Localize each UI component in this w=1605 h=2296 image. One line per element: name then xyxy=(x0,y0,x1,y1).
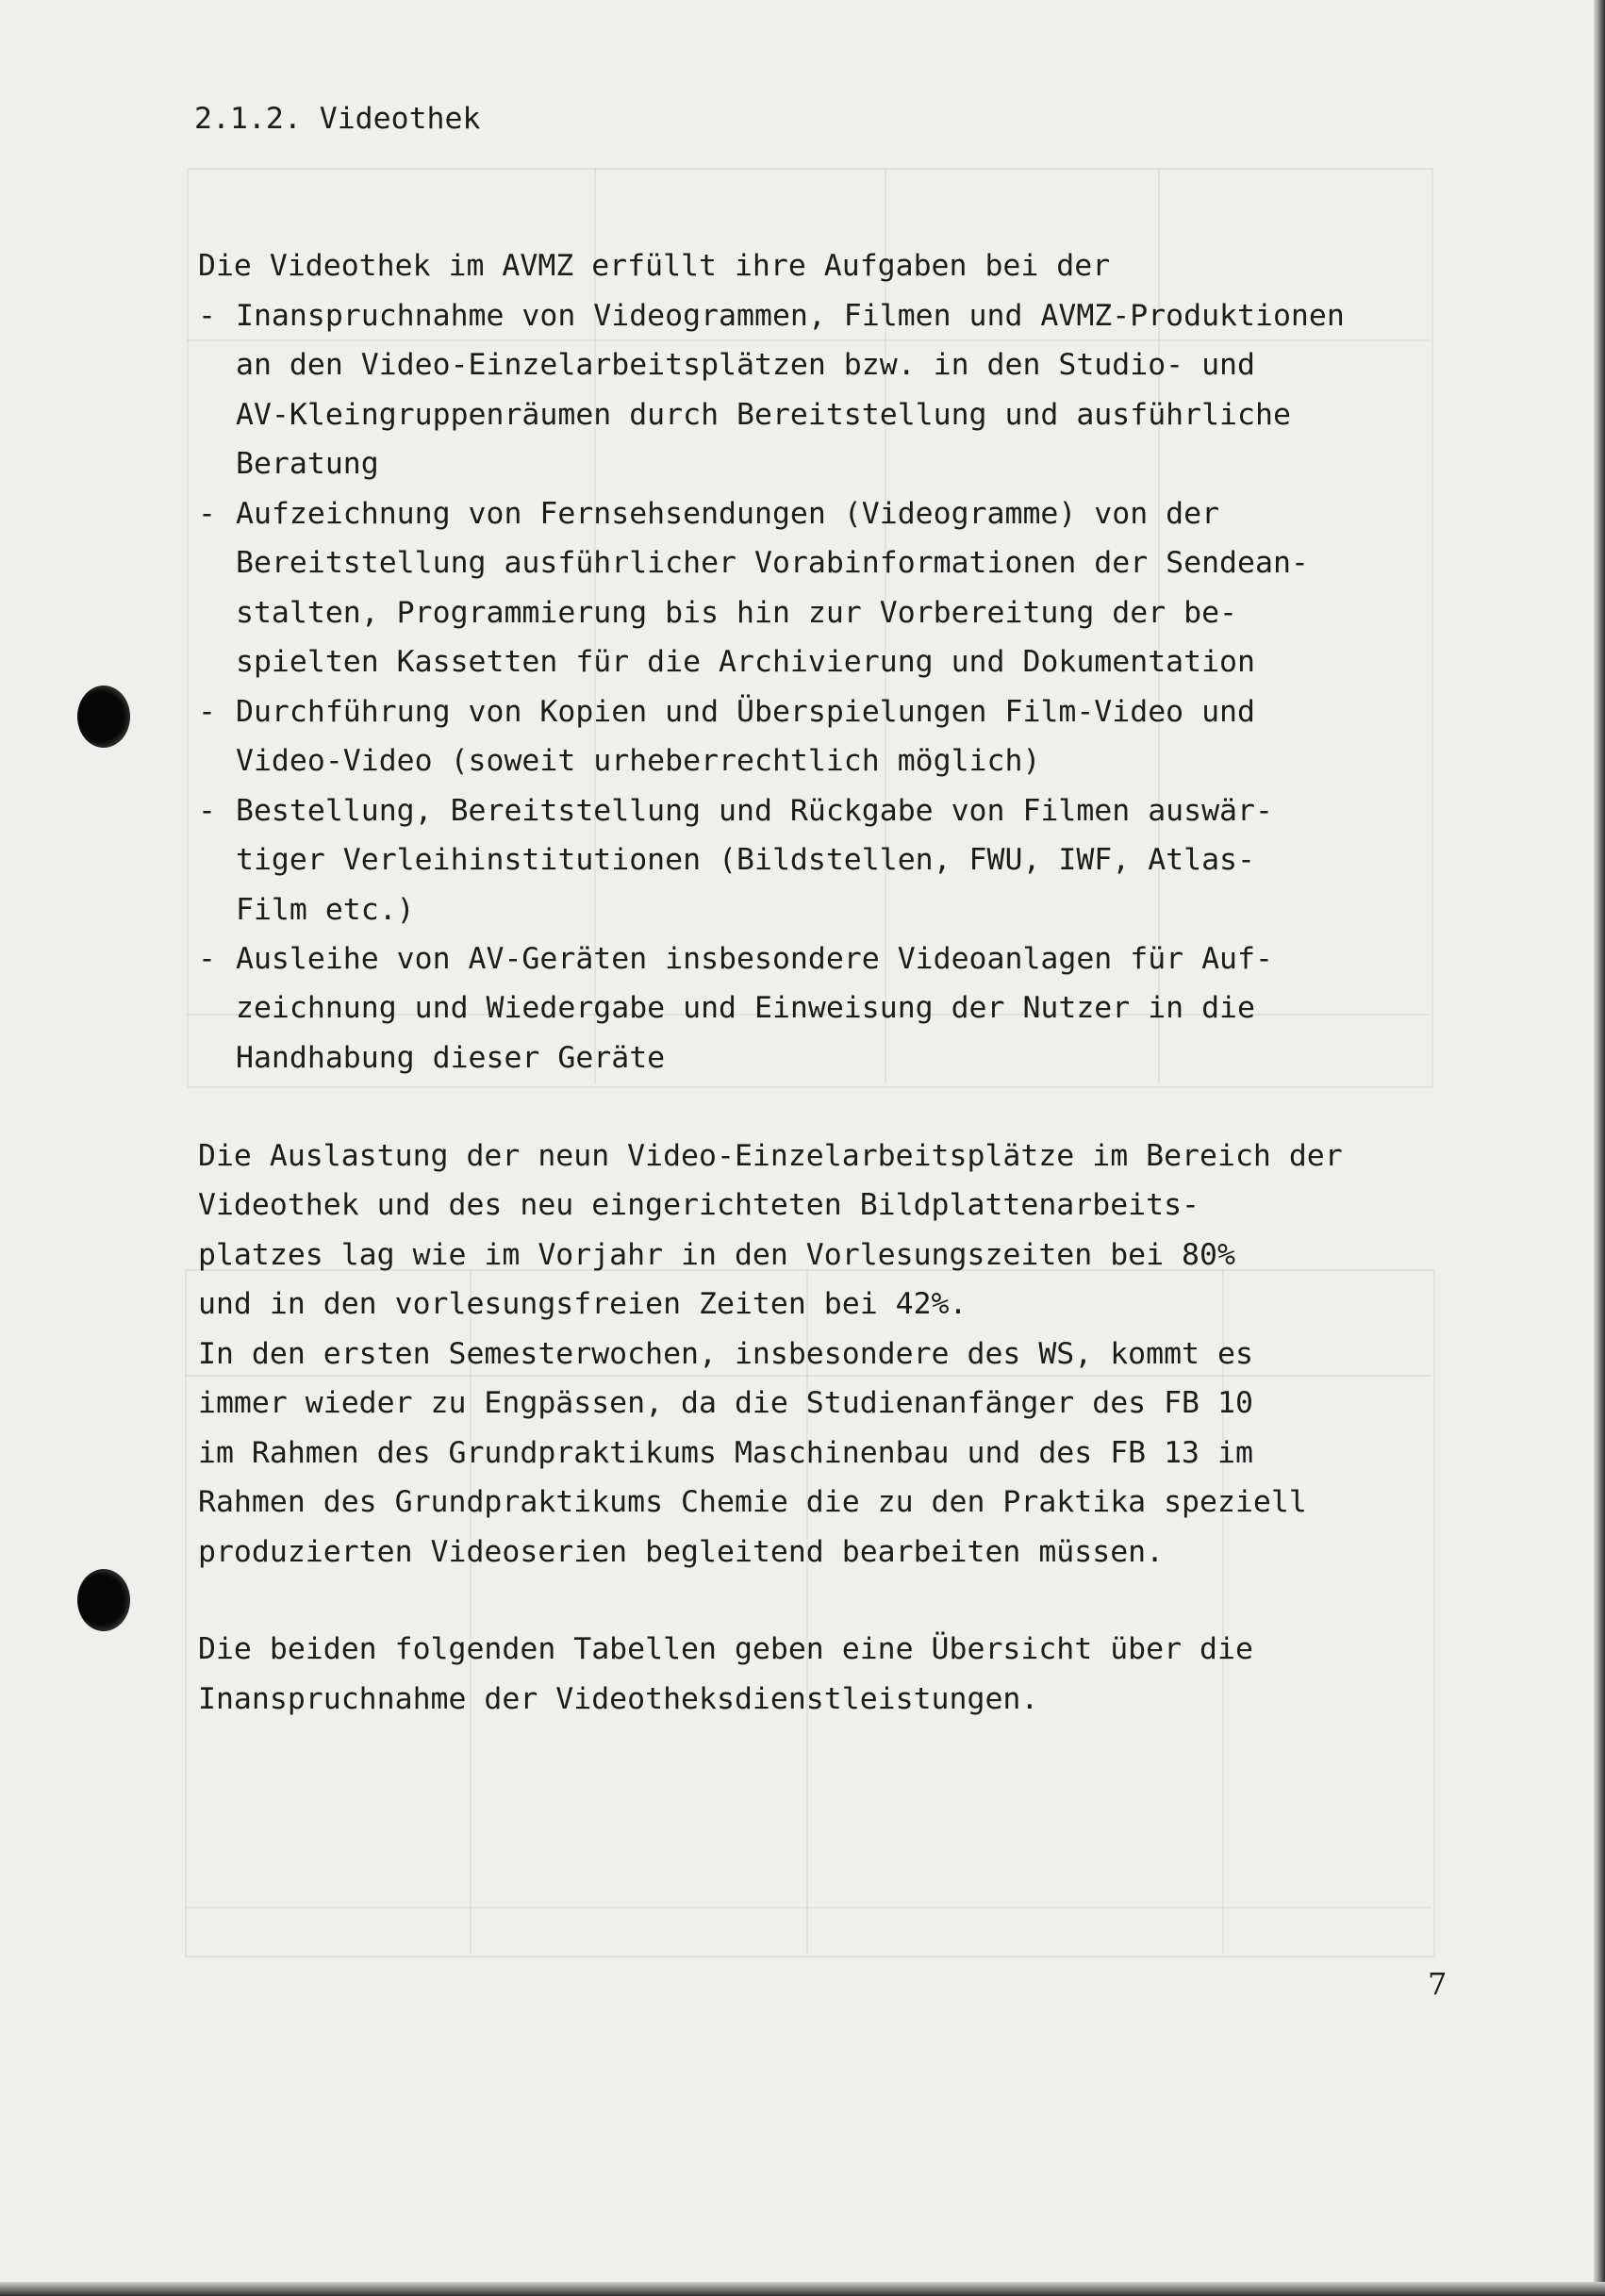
bullet-line: tiger Verleihinstitutionen (Bildstellen, FWU, IWF, Atlas- xyxy=(236,843,1255,877)
bullet-line: Durchführung von Kopien und Überspielungen Film-Video und xyxy=(236,695,1255,729)
paragraph-line: Videothek und des neu eingerichteten Bildplattenarbeits- xyxy=(198,1188,1200,1222)
bullet-line: AV-Kleingruppenräumen durch Bereitstellung und ausführliche xyxy=(236,398,1291,432)
bullet-dash: - xyxy=(198,794,216,828)
bullet-line: Beratung xyxy=(236,447,379,481)
paragraph-line: und in den vorlesungsfreien Zeiten bei 42%. xyxy=(198,1287,968,1321)
bullet-line: Ausleihe von AV-Geräten insbesondere Videoanlagen für Auf- xyxy=(236,942,1273,976)
paragraph-line: platzes lag wie im Vorjahr in den Vorlesungszeiten bei 80% xyxy=(198,1238,1235,1272)
bullet-dash: - xyxy=(198,299,216,333)
bullet-line: Aufzeichnung von Fernsehsendungen (Videogramme) von der xyxy=(236,497,1220,531)
paragraph-line: In den ersten Semesterwochen, insbesondere des WS, kommt es xyxy=(198,1337,1253,1371)
paragraph-line: im Rahmen des Grundpraktikums Maschinenbau und des FB 13 im xyxy=(198,1436,1253,1470)
bullet-line: an den Video-Einzelarbeitsplätzen bzw. in den Studio- und xyxy=(236,348,1255,382)
bullet-line: stalten, Programmierung bis hin zur Vorbereitung der be- xyxy=(236,596,1238,630)
bullet-line: Handhabung dieser Geräte xyxy=(236,1041,666,1075)
paragraph-line: Inanspruchnahme der Videotheksdienstleistungen. xyxy=(198,1682,1039,1716)
bullet-dash: - xyxy=(198,942,216,976)
bullet-line: Bereitstellung ausführlicher Vorabinformationen der Sendean- xyxy=(236,546,1309,580)
bullet-line: Video-Video (soweit urheberrechtlich möglich) xyxy=(236,744,1041,778)
bullet-line: Film etc.) xyxy=(236,893,415,927)
intro-line: Die Videothek im AVMZ erfüllt ihre Aufgaben bei der xyxy=(198,249,1111,283)
bullet-line: spielten Kassetten für die Archivierung und Dokumentation xyxy=(236,645,1255,679)
bullet-line: Bestellung, Bereitstellung und Rückgabe von Filmen auswär- xyxy=(236,794,1273,828)
page-edge-shadow xyxy=(1594,0,1605,2296)
bullet-line: Inanspruchnahme von Videogrammen, Filmen und AVMZ-Produktionen xyxy=(236,299,1345,333)
paragraph-line: produzierten Videoserien begleitend bearbeiten müssen. xyxy=(198,1535,1165,1569)
page-bottom-shadow xyxy=(0,2282,1605,2296)
paragraph-line: Rahmen des Grundpraktikums Chemie die zu den Praktika speziell xyxy=(198,1485,1307,1519)
punch-hole-top xyxy=(77,685,130,748)
paragraph-line: immer wieder zu Engpässen, da die Studienanfänger des FB 10 xyxy=(198,1386,1253,1420)
bullet-dash: - xyxy=(198,695,216,729)
paragraph-line: Die Auslastung der neun Video-Einzelarbeitsplätze im Bereich der xyxy=(198,1139,1343,1173)
bullet-dash: - xyxy=(198,497,216,531)
punch-hole-bottom xyxy=(77,1569,130,1631)
bleed-through-rule xyxy=(185,1907,1431,1908)
page-number: 7 xyxy=(1428,1966,1448,2002)
section-heading: 2.1.2. Videothek xyxy=(194,102,481,136)
bullet-line: zeichnung und Wiedergabe und Einweisung der Nutzer in die xyxy=(236,991,1255,1025)
paragraph-line: Die beiden folgenden Tabellen geben eine Übersicht über die xyxy=(198,1632,1253,1666)
